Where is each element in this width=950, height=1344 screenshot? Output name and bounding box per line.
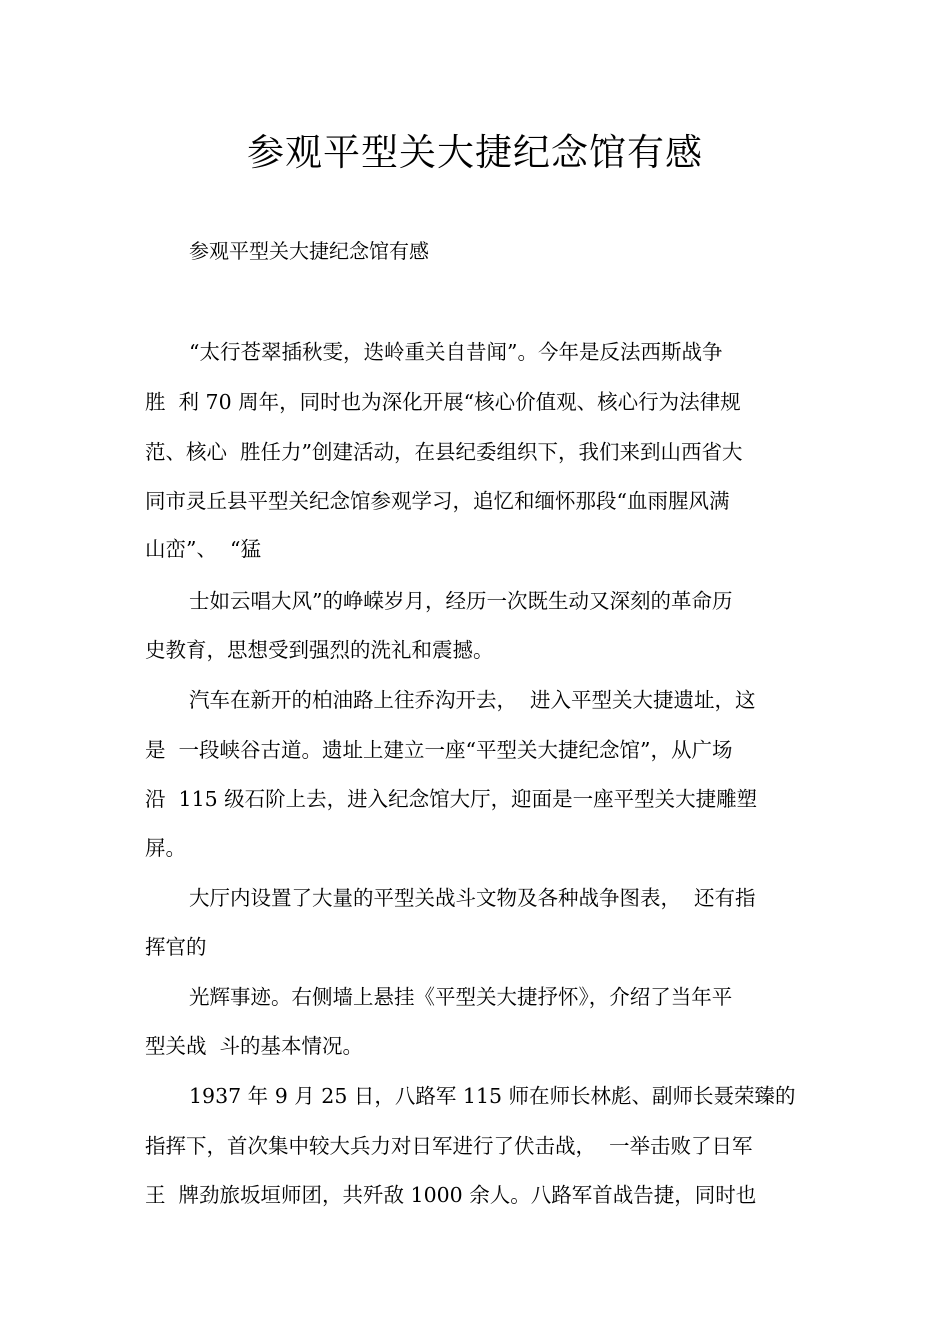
document-title: 参观平型关大捷纪念馆有感 xyxy=(247,131,703,174)
paragraph-line: 史教育，思想受到强烈的洗礼和震撼。 xyxy=(145,638,494,662)
document-subtitle: 参观平型关大捷纪念馆有感 xyxy=(189,239,429,263)
paragraph-line: 指挥下，首次集中较大兵力对日军进行了伏击战， 一举击败了日军 xyxy=(145,1134,753,1158)
paragraph-line: 1937 年 9 月 25 日，八路军 115 师在师长林彪、副师长聂荣臻的 xyxy=(189,1084,796,1108)
paragraph-line: 是 一段峡谷古道。遗址上建立一座“平型关大捷纪念馆”，从广场 xyxy=(145,738,733,762)
paragraph-line: 型关战 斗的基本情况。 xyxy=(145,1034,364,1058)
paragraph-line: “太行苍翠插秋雯，迭岭重关自昔闻”。今年是反法西斯战争 xyxy=(189,340,723,364)
paragraph-line: 同市灵丘县平型关纪念馆参观学习，追忆和缅怀那段“血雨腥风满 xyxy=(145,489,730,513)
paragraph-line: 光辉事迹。右侧墙上悬挂《平型关大捷抒怀》，介绍了当年平 xyxy=(189,985,733,1009)
paragraph-line: 胜 利 70 周年，同时也为深化开展“核心价值观、核心行为法律规 xyxy=(145,390,741,414)
paragraph-line: 沿 115 级石阶上去，进入纪念馆大厅，迎面是一座平型关大捷雕塑 xyxy=(145,787,758,811)
paragraph-line: 山峦”、 “猛 xyxy=(145,537,261,561)
paragraph-line: 士如云唱大风”的峥嵘岁月，经历一次既生动又深刻的革命历 xyxy=(189,589,733,613)
paragraph-line: 汽车在新开的柏油路上往乔沟开去， 进入平型关大捷遗址，这 xyxy=(189,688,756,712)
paragraph-line: 挥官的 xyxy=(145,935,207,959)
paragraph-line: 王 牌劲旅坂垣师团，共歼敌 1000 余人。八路军首战告捷，同时也 xyxy=(145,1183,757,1207)
paragraph-line: 屏。 xyxy=(145,836,186,860)
paragraph-line: 大厅内设置了大量的平型关战斗文物及各种战争图表， 还有指 xyxy=(189,886,756,910)
paragraph-line: 范、核心 胜任力”创建活动，在县纪委组织下，我们来到山西省大 xyxy=(145,440,743,464)
